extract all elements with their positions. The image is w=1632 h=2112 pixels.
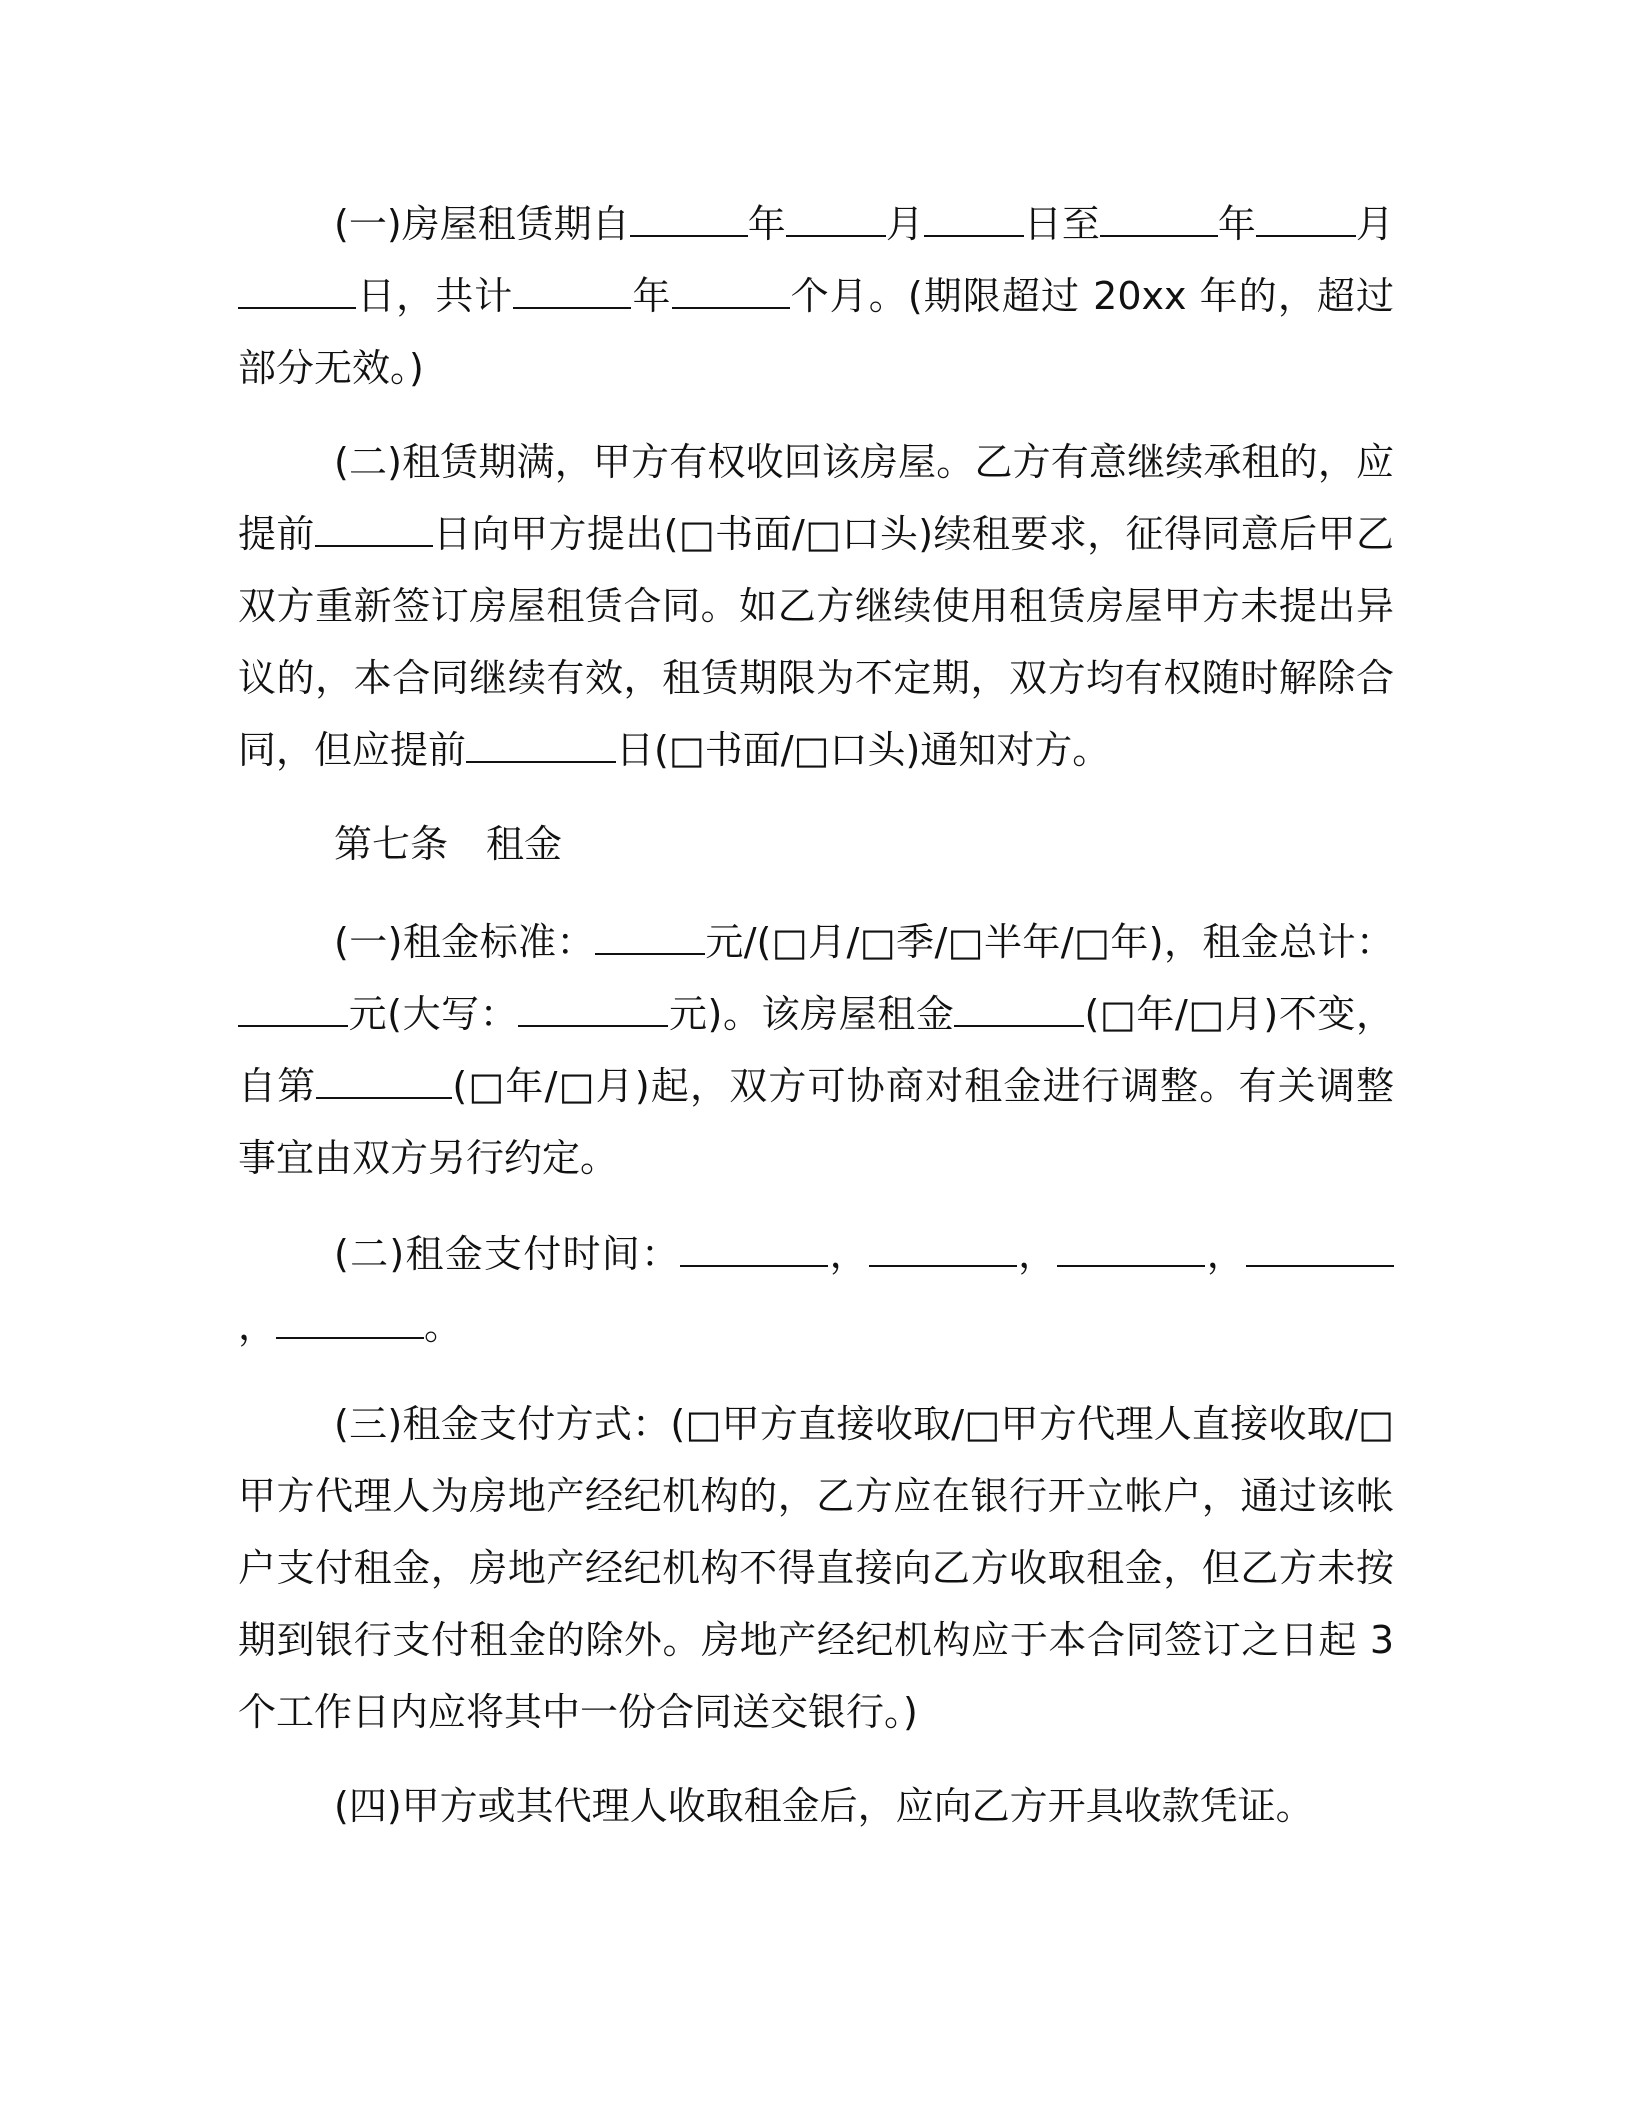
rent-payment-method-paragraph: (三)租金支付方式：(□甲方直接收取/□甲方代理人直接收取/□甲方代理人为房地产经纪机构的，乙方应在银行开立帐户，通过该帐户支付租金，房地产经纪机构不得直接向乙方收取租金，但乙方未按期到银行支付租金的除外。房地产经纪机构应于本合同签订之日起 3 个工作日内应将其中一份合同送交银行。) [238,1402,1394,1734]
payment-time-blank-2 [869,1231,1017,1267]
article-seven-heading: 第七条 租金 [334,822,563,866]
notice-days-blank [466,727,616,763]
month-label: 月 [1355,202,1394,246]
rent-from-text: (□年/□月)不变，自第 [238,992,1395,1108]
lease-term-text: (一)房屋租赁期自 [334,202,630,246]
period-mark: 。 [424,1304,463,1348]
rent-adjust-start-blank [316,1063,452,1099]
separator: ， [238,1304,277,1348]
start-month-blank [786,201,886,237]
end-year-blank [1100,201,1218,237]
lease-renewal-paragraph [238,426,1394,786]
total-years-blank [513,273,631,309]
month-label: 月 [885,202,924,246]
rent-fixed-text: 元)。该房屋租金 [668,992,955,1036]
lease-term-paragraph [238,188,1394,404]
rent-receipt-paragraph: (四)甲方或其代理人收取租金后，应向乙方开具收款凭证。 [334,1784,1314,1828]
end-day-blank [238,273,356,309]
total-label: 日，共计 [356,274,514,318]
rent-payment-time-paragraph [238,1218,1394,1362]
renewal-text: (二)租赁期满，甲方有权收回该房屋。乙方有意继续承租的，应提前 [238,440,1394,556]
end-month-blank [1256,201,1356,237]
year-label: 年 [1217,202,1256,246]
total-months-blank [672,273,790,309]
rent-standard-text: (一)租金标准： [334,920,595,964]
start-day-blank [924,201,1024,237]
rent-total-blank [238,991,348,1027]
rent-adjust-text: (□年/□月)起，双方可协商对租金进行调整。有关调整事宜由双方另行约定。 [238,1064,1394,1180]
payment-time-blank-4 [1246,1231,1394,1267]
payment-time-blank-5 [276,1303,424,1339]
payment-time-blank-1 [680,1231,828,1267]
separator: ， [828,1232,869,1276]
rent-amount-blank [595,919,705,955]
renewal-days-blank [315,511,433,547]
separator: ， [1016,1232,1058,1276]
start-year-blank [630,201,748,237]
rent-fixed-period-blank [954,991,1084,1027]
separator: ， [1205,1232,1246,1276]
rent-standard-paragraph [238,906,1394,1194]
year-label: 年 [747,202,786,246]
rent-capital-blank [518,991,668,1027]
year-label: 年 [631,274,672,318]
payment-time-blank-3 [1057,1231,1205,1267]
rent-unit-text: 元/(□月/□季/□半年/□年)，租金总计： [704,920,1395,964]
renewal-text-3: 日(□书面/□口头)通知对方。 [616,728,1111,772]
renewal-text-2: 日向甲方提出(□书面/□口头)续租要求，征得同意后甲乙双方重新签订房屋租赁合同。如乙方继续使用租赁房屋甲方未提出异议的，本合同继续有效，租赁期限为不定期，双方均有权随时解除合同，但应提前 [238,512,1394,772]
rent-capital-text: 元(大写： [348,992,519,1036]
months-note: 个月。(期限超过 20xx 年的，超过部分无效。) [238,274,1394,390]
day-to-label: 日至 [1023,202,1100,246]
payment-time-text: (二)租金支付时间： [334,1232,681,1276]
